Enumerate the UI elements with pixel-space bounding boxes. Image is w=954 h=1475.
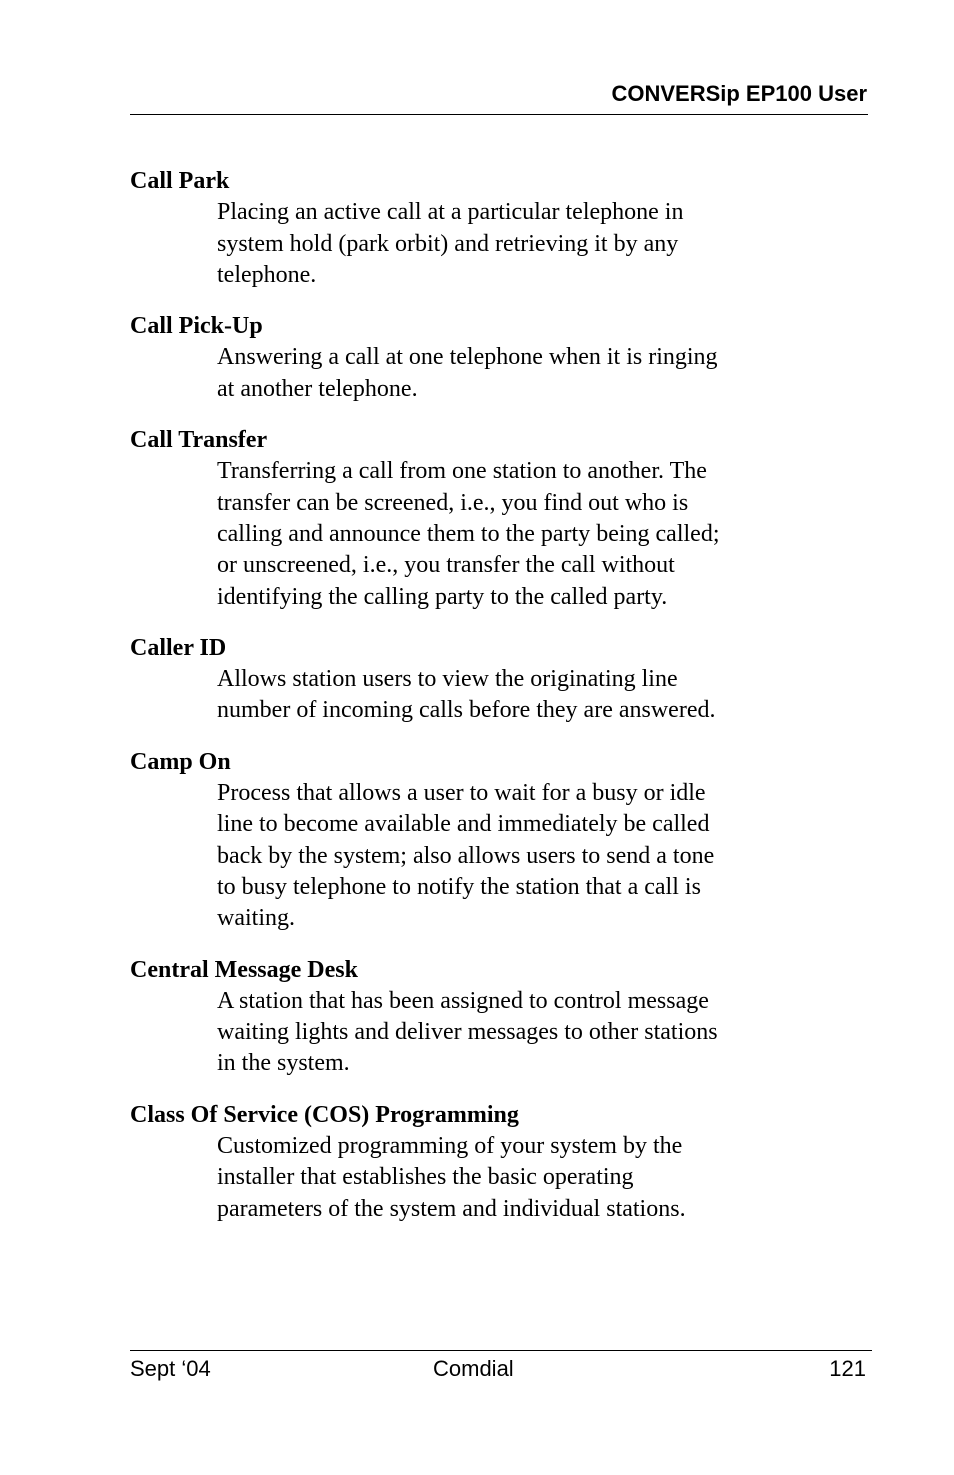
glossary-definition [217, 456, 782, 612]
definition-line: Placing an active call at a particular telephone in [217, 199, 684, 226]
footer-company: Comdial [433, 1356, 514, 1381]
glossary-term: Class Of Service (COS) Programming [130, 1101, 519, 1128]
glossary-list [130, 166, 790, 1245]
glossary-entry [130, 747, 790, 935]
header-divider [130, 114, 868, 115]
definition-line: waiting lights and deliver messages to other stations [217, 1019, 718, 1046]
glossary-entry [130, 1100, 790, 1225]
glossary-term: Caller ID [130, 634, 227, 661]
glossary-entry [130, 425, 790, 613]
glossary-entry [130, 311, 790, 405]
definition-line: transfer can be screened, i.e., you find out who is [217, 489, 689, 516]
definition-line: to busy telephone to notify the station that a call is [217, 873, 701, 900]
definition-line: identifying the calling party to the called party. [217, 583, 668, 610]
definition-line: Customized programming of your system by the [217, 1133, 683, 1160]
definition-line: telephone. [217, 261, 317, 288]
glossary-definition [217, 778, 782, 934]
glossary-entry [130, 955, 790, 1080]
footer-date: Sept ‘04 [130, 1356, 211, 1381]
definition-line: calling and announce them to the party being called; [217, 520, 720, 547]
definition-line: installer that establishes the basic operating [217, 1164, 634, 1191]
definition-line: back by the system; also allows users to send a tone [217, 842, 715, 869]
running-header-title: CONVERSip EP100 User [611, 81, 867, 106]
definition-line: in the system. [217, 1050, 350, 1077]
footer-divider [130, 1350, 872, 1351]
definition-line: at another telephone. [217, 375, 418, 402]
glossary-definition [217, 1131, 782, 1225]
glossary-term: Call Park [130, 168, 230, 194]
glossary-definition [217, 664, 782, 727]
definition-line: waiting. [217, 905, 295, 932]
glossary-definition [217, 342, 782, 405]
definition-line: system hold (park orbit) and retrieving it by any [217, 230, 679, 257]
definition-line: Allows station users to view the originating line [217, 666, 678, 693]
page-number: 121 [829, 1356, 866, 1381]
definition-line: A station that has been assigned to control message [217, 987, 709, 1014]
definition-line: Process that allows a user to wait for a busy or idle [217, 780, 706, 807]
definition-line: number of incoming calls before they are answered. [217, 697, 716, 724]
glossary-term: Camp On [130, 748, 231, 775]
definition-line: or unscreened, i.e., you transfer the call without [217, 552, 675, 579]
page-footer [130, 1354, 866, 1384]
glossary-definition [217, 986, 782, 1080]
glossary-term: Call Transfer [130, 427, 268, 454]
glossary-entry [130, 633, 790, 727]
glossary-definition [217, 197, 782, 291]
definition-line: Transferring a call from one station to another. The [217, 458, 707, 485]
glossary-term: Call Pick-Up [130, 313, 263, 340]
definition-line: parameters of the system and individual stations. [217, 1195, 686, 1222]
definition-line: line to become available and immediately be called [217, 811, 710, 838]
glossary-term: Central Message Desk [130, 956, 358, 983]
glossary-entry [130, 166, 790, 291]
definition-line: Answering a call at one telephone when it is ringing [217, 344, 718, 371]
